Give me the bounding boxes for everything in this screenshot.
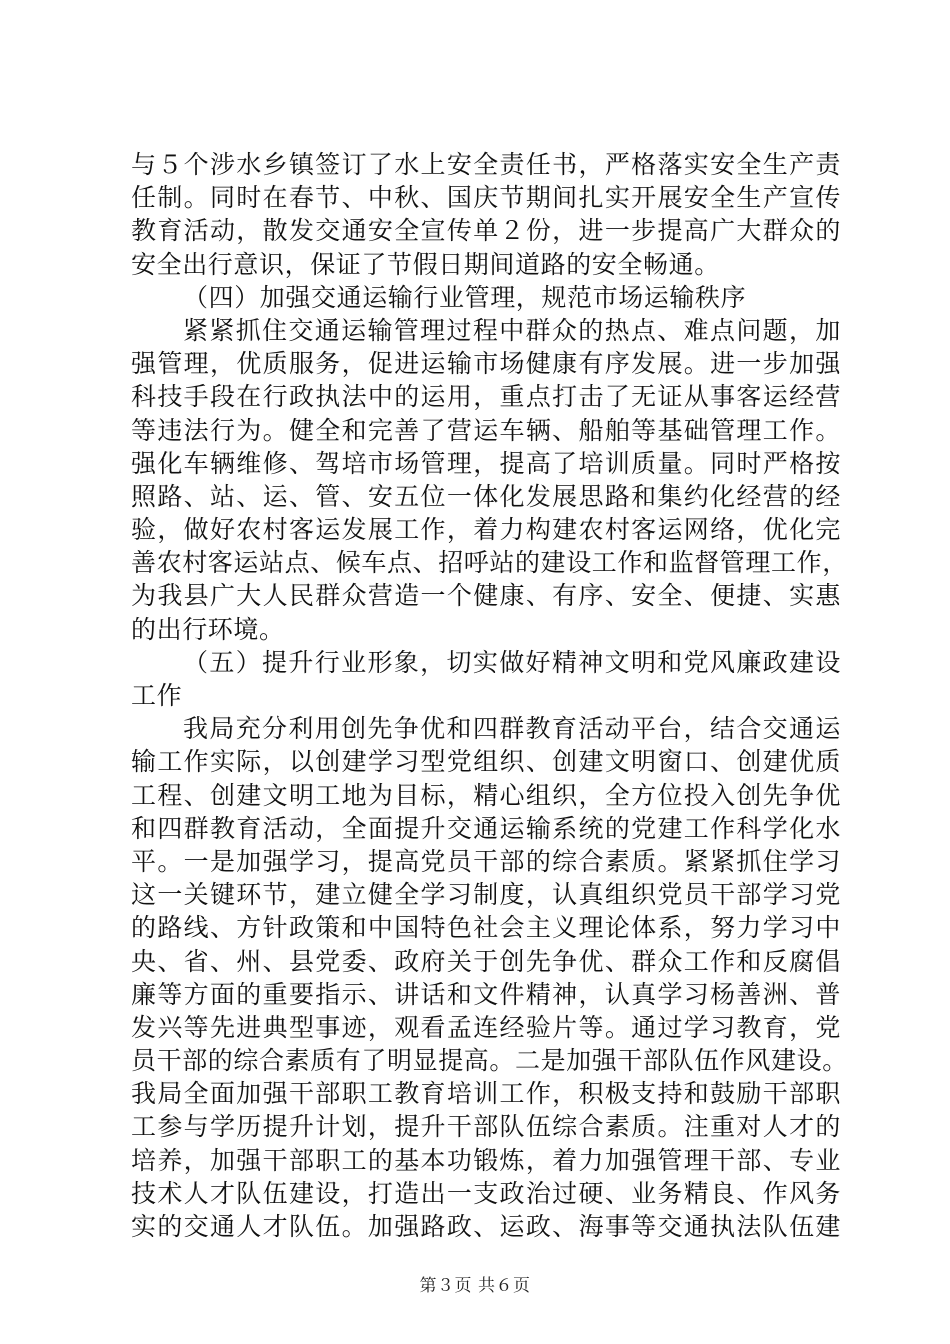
paragraph-line: 强管理，优质服务，促进运输市场健康有序发展。进一步加强 [131,349,841,379]
paragraph-line: 员干部的综合素质有了明显提高。二是加强干部队伍作风建设。 [131,1046,848,1076]
paragraph-line: 培养，加强干部职工的基本功锻炼，着力加强管理干部、专业 [131,1145,841,1175]
page-number-footer: 第３页 共６页 [419,1276,531,1296]
paragraph-line: 平。一是加强学习，提高党员干部的综合素质。紧紧抓住学习 [131,846,841,876]
paragraph-line: 安全出行意识，保证了节假日期间道路的安全畅通。 [131,249,720,279]
paragraph-line: 廉等方面的重要指示、讲话和文件精神，认真学习杨善洲、普 [131,979,841,1009]
paragraph-line: 任制。同时在春节、中秋、国庆节期间扎实开展安全生产宣传 [131,183,841,213]
document-body [131,148,848,1243]
paragraph-line: 和四群教育活动，全面提升交通运输系统的党建工作科学化水 [131,813,841,843]
section-heading-5-continued: 工作 [131,681,183,710]
paragraph-line: 我局充分利用创先争优和四群教育活动平台，结合交通运 [183,714,841,744]
section-heading-5: （五）提升行业形象，切实做好精神文明和党风廉政建设 [183,647,841,677]
paragraph-line: 验，做好农村客运发展工作，着力构建农村客运网络，优化完 [131,515,841,545]
paragraph-line: 科技手段在行政执法中的运用，重点打击了无证从事客运经营 [131,382,841,412]
paragraph-line: 与５个涉水乡镇签订了水上安全责任书，严格落实安全生产责 [131,150,841,179]
paragraph-line: 工参与学历提升计划，提升干部队伍综合素质。注重对人才的 [131,1112,841,1142]
paragraph-line: 的路线、方针政策和中国特色社会主义理论体系，努力学习中 [131,913,841,943]
section-heading-4: （四）加强交通运输行业管理，规范市场运输秩序 [183,282,747,312]
paragraph-line: 输工作实际，以创建学习型党组织、创建文明窗口、创建优质 [131,747,841,777]
paragraph-line: 这一关键环节，建立健全学习制度，认真组织党员干部学习党 [131,880,841,910]
paragraph-line: 照路、站、运、管、安五位一体化发展思路和集约化经营的经 [131,481,841,511]
paragraph-line: 技术人才队伍建设，打造出一支政治过硬、业务精良、作风务 [131,1178,841,1208]
paragraph-line: 发兴等先进典型事迹，观看孟连经验片等。通过学习教育，党 [131,1012,841,1042]
paragraph-line: 强化车辆维修、驾培市场管理，提高了培训质量。同时严格按 [131,448,841,478]
paragraph-line: 我局全面加强干部职工教育培训工作，积极支持和鼓励干部职 [131,1079,841,1109]
paragraph-line: 为我县广大人民群众营造一个健康、有序、安全、便捷、实惠 [131,581,841,611]
paragraph-line: 教育活动，散发交通安全宣传单２份，进一步提高广大群众的 [131,216,841,246]
paragraph-line: 善农村客运站点、候车点、招呼站的建设工作和监督管理工作， [131,548,848,578]
paragraph-line: 工程、创建文明工地为目标，精心组织，全方位投入创先争优 [131,780,841,810]
paragraph-line: 紧紧抓住交通运输管理过程中群众的热点、难点问题，加 [183,315,841,345]
paragraph-line: 等违法行为。健全和完善了营运车辆、船舶等基础管理工作。 [131,415,841,445]
paragraph-line: 的出行环境。 [131,614,285,644]
paragraph-line: 实的交通人才队伍。加强路政、运政、海事等交通执法队伍建 [131,1212,841,1241]
paragraph-line: 央、省、州、县党委、政府关于创先争优、群众工作和反腐倡 [131,946,841,976]
